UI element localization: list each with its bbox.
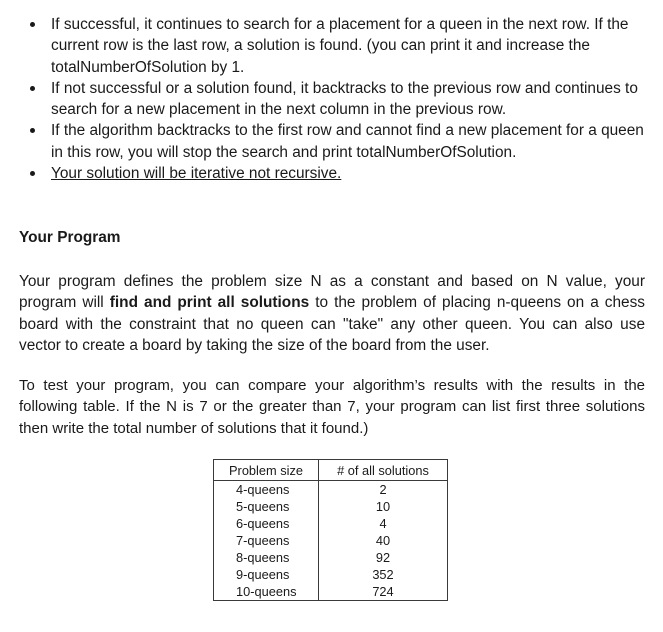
problem-size-cell: 6-queens — [214, 515, 319, 532]
paragraph-text: Your program defines the problem size N as a constant and based on N value, your program will — [19, 273, 645, 312]
column-header: # of all solutions — [319, 460, 448, 481]
bullet-text: If the algorithm backtracks to the first row and cannot find a new placement for a queen in this row, you will stop the search and print totalNumberOfSolution. — [51, 122, 644, 161]
bullet-item — [0, 163, 663, 184]
table-row — [214, 532, 448, 549]
bullet-text: If not successful or a solution found, it backtracks to the previous row and continues to search for a new placement in the next column in the previous row. — [51, 79, 638, 119]
problem-size-cell: 9-queens — [214, 566, 319, 583]
bullet-text-underlined: Your solution will be iterative not recursive. — [51, 165, 342, 183]
table-row — [214, 583, 448, 601]
table-header-row — [214, 460, 448, 481]
bullet-dot-icon — [30, 86, 35, 91]
problem-size-cell: 10-queens — [214, 583, 319, 601]
results-table — [213, 459, 448, 601]
table-row — [214, 566, 448, 583]
bullet-item — [0, 14, 663, 78]
bullet-dot-icon — [30, 128, 35, 133]
bullet-dot-icon — [30, 22, 35, 27]
table-row — [214, 515, 448, 532]
problem-size-cell: 5-queens — [214, 498, 319, 515]
solutions-cell: 10 — [319, 498, 448, 515]
column-header: Problem size — [214, 460, 319, 481]
section-heading: Your Program — [19, 229, 121, 246]
solutions-cell: 352 — [319, 566, 448, 583]
solutions-cell: 4 — [319, 515, 448, 532]
testing-paragraph: To test your program, you can compare your algorithm’s results with the results in the following table. If the N is 7 or the greater than 7, your program can list first three solutions then write the total number of solutions that it found.) — [19, 377, 645, 437]
problem-size-cell: 8-queens — [214, 549, 319, 566]
bullet-item — [0, 120, 663, 163]
bullet-text: If successful, it continues to search for a placement for a queen in the next row. If the current row is the last row, a solution is found. (you can print it and increase the totalNumberOfSolution by 1. — [51, 16, 629, 76]
solutions-cell: 724 — [319, 583, 448, 601]
solutions-cell: 92 — [319, 549, 448, 566]
bullet-item — [0, 78, 663, 121]
paragraph-bold-text: find and print all solutions — [109, 294, 310, 312]
table-row — [214, 481, 448, 499]
solutions-cell: 40 — [319, 532, 448, 549]
algorithm-steps-list — [0, 14, 663, 184]
program-description-paragraph — [19, 271, 645, 356]
problem-size-cell: 4-queens — [214, 481, 319, 499]
paragraph-text: to the problem of placing n-queens on a chess board with the constraint that no queen can "take" any other queen. You can also use vector to create a board by taking the size of the board from the user. — [19, 294, 645, 354]
table-row — [214, 498, 448, 515]
table-row — [214, 549, 448, 566]
bullet-dot-icon — [30, 171, 35, 176]
solutions-cell: 2 — [319, 481, 448, 499]
problem-size-cell: 7-queens — [214, 532, 319, 549]
